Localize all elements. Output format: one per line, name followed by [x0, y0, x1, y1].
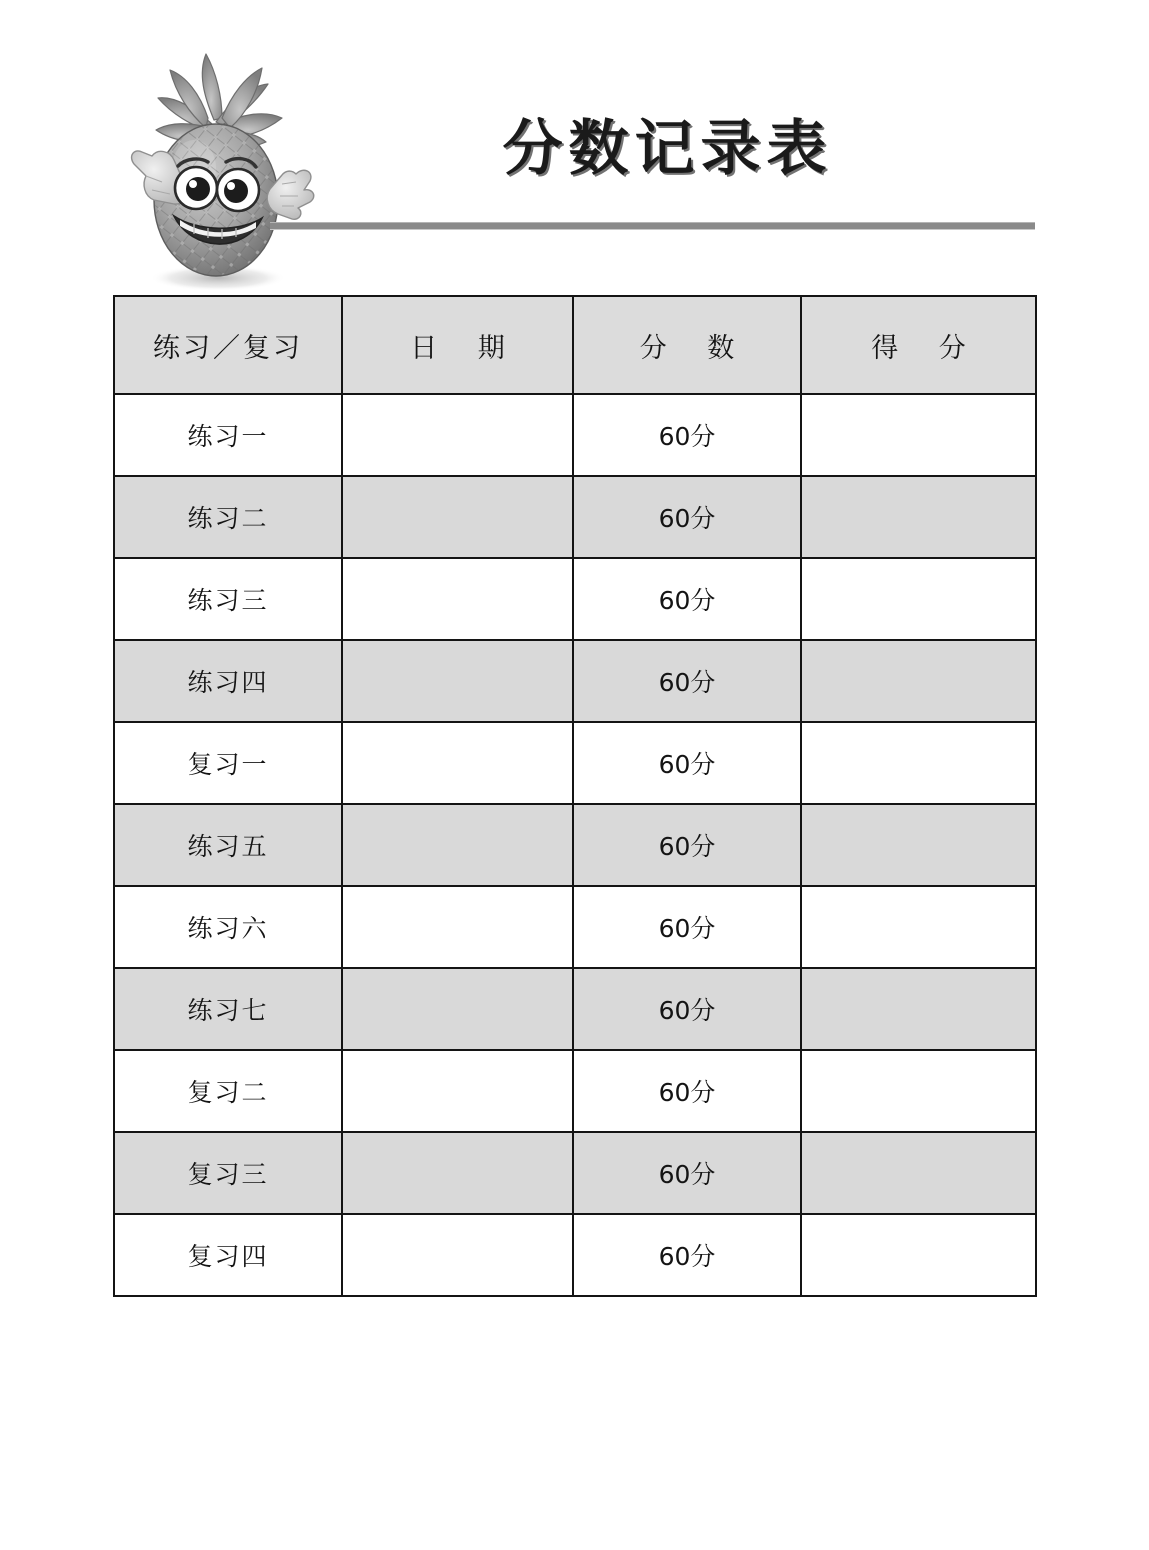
cell-total-score: 60分: [573, 886, 801, 968]
table-row: [114, 640, 1036, 722]
score-table-container: [113, 295, 1035, 1297]
table-row: [114, 558, 1036, 640]
table-row: [114, 1050, 1036, 1132]
table-row: [114, 968, 1036, 1050]
cell-earned-points-input[interactable]: [801, 968, 1036, 1050]
column-header-practice: 练习／复习: [114, 296, 342, 394]
cell-total-score: 60分: [573, 1214, 801, 1296]
cell-earned-points-input[interactable]: [801, 476, 1036, 558]
cell-date-input[interactable]: [342, 804, 573, 886]
cell-practice-label: 练习四: [114, 640, 342, 722]
cell-practice-label: 复习二: [114, 1050, 342, 1132]
cell-total-score: 60分: [573, 722, 801, 804]
cell-date-input[interactable]: [342, 640, 573, 722]
cell-practice-label: 练习三: [114, 558, 342, 640]
cell-earned-points-input[interactable]: [801, 640, 1036, 722]
cell-practice-label: 练习二: [114, 476, 342, 558]
cell-earned-points-input[interactable]: [801, 1214, 1036, 1296]
page-header: [0, 0, 1149, 300]
cell-earned-points-input[interactable]: [801, 886, 1036, 968]
table-row: [114, 476, 1036, 558]
cell-practice-label: 复习四: [114, 1214, 342, 1296]
cell-earned-points-input[interactable]: [801, 722, 1036, 804]
title-divider: [270, 222, 1035, 230]
page-title: 分数记录表: [502, 114, 833, 184]
table-row: [114, 886, 1036, 968]
cell-practice-label: 练习六: [114, 886, 342, 968]
cell-practice-label: 复习三: [114, 1132, 342, 1214]
cell-date-input[interactable]: [342, 1050, 573, 1132]
cell-earned-points-input[interactable]: [801, 1132, 1036, 1214]
table-body: [114, 394, 1036, 1296]
cell-date-input[interactable]: [342, 558, 573, 640]
cell-date-input[interactable]: [342, 968, 573, 1050]
column-header-points: 得 分: [801, 296, 1036, 394]
table-row: [114, 804, 1036, 886]
cell-practice-label: 练习五: [114, 804, 342, 886]
cell-total-score: 60分: [573, 968, 801, 1050]
cell-earned-points-input[interactable]: [801, 394, 1036, 476]
cell-earned-points-input[interactable]: [801, 1050, 1036, 1132]
pineapple-mascot: [112, 48, 327, 298]
cell-practice-label: 练习七: [114, 968, 342, 1050]
cell-total-score: 60分: [573, 1050, 801, 1132]
cell-date-input[interactable]: [342, 722, 573, 804]
column-header-date: 日 期: [342, 296, 573, 394]
table-row: [114, 722, 1036, 804]
cell-total-score: 60分: [573, 640, 801, 722]
score-record-table: [113, 295, 1037, 1297]
cell-practice-label: 复习一: [114, 722, 342, 804]
cell-total-score: 60分: [573, 1132, 801, 1214]
table-header-row: [114, 296, 1036, 394]
cell-date-input[interactable]: [342, 1214, 573, 1296]
column-header-score: 分 数: [573, 296, 801, 394]
cell-earned-points-input[interactable]: [801, 558, 1036, 640]
cell-practice-label: 练习一: [114, 394, 342, 476]
cell-date-input[interactable]: [342, 1132, 573, 1214]
cell-date-input[interactable]: [342, 476, 573, 558]
cell-total-score: 60分: [573, 558, 801, 640]
cell-earned-points-input[interactable]: [801, 804, 1036, 886]
cell-date-input[interactable]: [342, 394, 573, 476]
cell-total-score: 60分: [573, 804, 801, 886]
table-row: [114, 1132, 1036, 1214]
table-row: [114, 1214, 1036, 1296]
cell-date-input[interactable]: [342, 886, 573, 968]
table-row: [114, 394, 1036, 476]
cell-total-score: 60分: [573, 476, 801, 558]
cell-total-score: 60分: [573, 394, 801, 476]
